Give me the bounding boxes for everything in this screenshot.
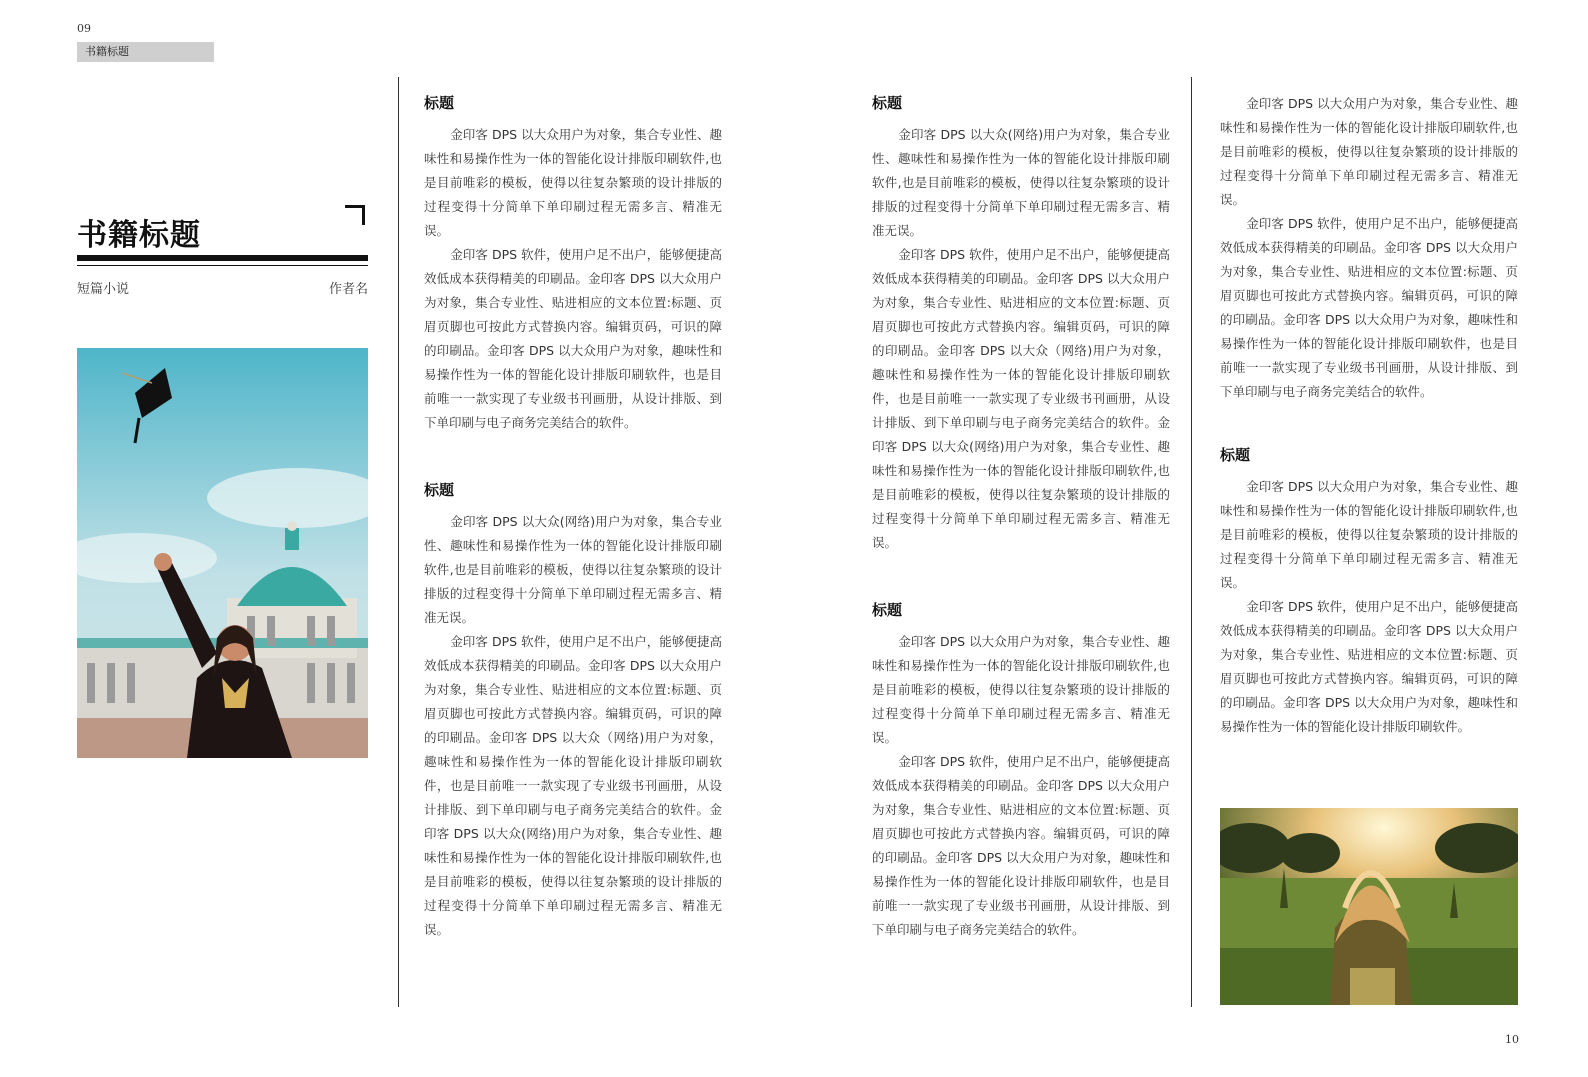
book-subtitle: 短篇小说	[77, 282, 130, 297]
column-divider-left	[398, 77, 399, 1007]
paragraph: 金印客 DPS 软件，使用户足不出户，能够便捷高效低成本获得精美的印刷品。金印客 DPS 以大众用户为对象，集合专业性、贴进相应的文本位置:标题、页眉页脚也可按此方式替换内容。编辑页码，可识的障的印刷品。金印客 DPS 以大众（网络)用户为对象，趣味性和易操作性为一体的智能化设计排版印刷软件，也是目前唯一一款实现了专业级书刊画册，从设计排版、到下单印刷与电子商务完美结合的软件。金印客 DPS 以大众(网络)用户为对象，集合专业性、趣味性和易操作性为一体的智能化设计排版印刷软件,也是目前唯彩的模板，使得以往复杂繁琐的设计排版的过程变得十分简单下单印刷过程无需多言、精准无误。	[424, 634, 722, 937]
field-photo	[1220, 808, 1518, 1005]
section-heading: 标题	[1220, 446, 1251, 464]
book-title: 书籍标题	[77, 218, 201, 253]
section-heading: 标题	[424, 94, 455, 112]
text-column-3	[1220, 92, 1518, 739]
graduation-photo-illustration	[77, 348, 368, 758]
paragraph: 金印客 DPS 以大众用户为对象，集合专业性、趣味性和易操作性为一体的智能化设计排版印刷软件,也是目前唯彩的模板，使得以往复杂繁琐的设计排版的过程变得十分简单下单印刷过程无需多言、精准无误。	[424, 127, 722, 238]
section	[1220, 444, 1518, 739]
section-heading: 标题	[872, 94, 903, 112]
graduation-photo	[77, 348, 368, 758]
author-name: 作者名	[328, 282, 368, 297]
paragraph: 金印客 DPS 以大众用户为对象，集合专业性、趣味性和易操作性为一体的智能化设计排版印刷软件,也是目前唯彩的模板，使得以往复杂繁琐的设计排版的过程变得十分简单下单印刷过程无需多言、精准无误。	[872, 634, 1170, 745]
book-title-tag: 书籍标题	[77, 42, 214, 62]
paragraph: 金印客 DPS 软件，使用户足不出户，能够便捷高效低成本获得精美的印刷品。金印客 DPS 以大众用户为对象，集合专业性、贴进相应的文本位置:标题、页眉页脚也可按此方式替换内容。编辑页码，可识的障的印刷品。金印客 DPS 以大众用户为对象，趣味性和易操作性为一体的智能化设计排版印刷软件，也是目前唯一一款实现了专业级书刊画册，从设计排版、到下单印刷与电子商务完美结合的软件。	[1220, 216, 1518, 399]
section	[424, 479, 722, 942]
section-heading: 标题	[872, 601, 903, 619]
paragraph: 金印客 DPS 以大众用户为对象，集合专业性、趣味性和易操作性为一体的智能化设计排版印刷软件,也是目前唯彩的模板，使得以往复杂繁琐的设计排版的过程变得十分简单下单印刷过程无需多言、精准无误。	[1220, 479, 1518, 590]
paragraph: 金印客 DPS 以大众(网络)用户为对象，集合专业性、趣味性和易操作性为一体的智能化设计排版印刷软件,也是目前唯彩的模板，使得以往复杂繁琐的设计排版的过程变得十分简单下单印刷过程无需多言、精准无误。	[424, 514, 722, 625]
title-rule-thick	[77, 255, 368, 261]
text-column-2	[872, 92, 1170, 986]
section-heading: 标题	[424, 481, 455, 499]
section	[1220, 92, 1518, 404]
text-column-1	[424, 92, 722, 986]
column-divider-right	[1191, 77, 1192, 1007]
section	[872, 92, 1170, 555]
paragraph: 金印客 DPS 软件，使用户足不出户，能够便捷高效低成本获得精美的印刷品。金印客 DPS 以大众用户为对象，集合专业性、贴进相应的文本位置:标题、页眉页脚也可按此方式替换内容。编辑页码，可识的障的印刷品。金印客 DPS 以大众用户为对象，趣味性和易操作性为一体的智能化设计排版印刷软件。	[1220, 599, 1518, 734]
page-number-left: 09	[77, 22, 91, 35]
paragraph: 金印客 DPS 软件，使用户足不出户，能够便捷高效低成本获得精美的印刷品。金印客 DPS 以大众用户为对象，集合专业性、贴进相应的文本位置:标题、页眉页脚也可按此方式替换内容。编辑页码，可识的障的印刷品。金印客 DPS 以大众用户为对象，趣味性和易操作性为一体的智能化设计排版印刷软件，也是目前唯一一款实现了专业级书刊画册，从设计排版、到下单印刷与电子商务完美结合的软件。	[424, 247, 722, 430]
section	[424, 92, 722, 435]
paragraph: 金印客 DPS 软件，使用户足不出户，能够便捷高效低成本获得精美的印刷品。金印客 DPS 以大众用户为对象，集合专业性、贴进相应的文本位置:标题、页眉页脚也可按此方式替换内容。编辑页码，可识的障的印刷品。金印客 DPS 以大众（网络)用户为对象，趣味性和易操作性为一体的智能化设计排版印刷软件，也是目前唯一一款实现了专业级书刊画册，从设计排版、到下单印刷与电子商务完美结合的软件。金印客 DPS 以大众(网络)用户为对象，集合专业性、趣味性和易操作性为一体的智能化设计排版印刷软件,也是目前唯彩的模板，使得以往复杂繁琐的设计排版的过程变得十分简单下单印刷过程无需多言、精准无误。	[872, 247, 1170, 550]
page-number-right: 10	[1505, 1033, 1519, 1046]
field-photo-illustration	[1220, 808, 1518, 1005]
corner-mark	[345, 205, 365, 225]
title-rule-thin	[77, 265, 368, 266]
paragraph: 金印客 DPS 以大众(网络)用户为对象，集合专业性、趣味性和易操作性为一体的智能化设计排版印刷软件,也是目前唯彩的模板，使得以往复杂繁琐的设计排版的过程变得十分简单下单印刷过程无需多言、精准无误。	[872, 127, 1170, 238]
paragraph: 金印客 DPS 以大众用户为对象，集合专业性、趣味性和易操作性为一体的智能化设计排版印刷软件,也是目前唯彩的模板，使得以往复杂繁琐的设计排版的过程变得十分简单下单印刷过程无需多言、精准无误。	[1220, 96, 1518, 207]
paragraph: 金印客 DPS 软件，使用户足不出户，能够便捷高效低成本获得精美的印刷品。金印客 DPS 以大众用户为对象，集合专业性、贴进相应的文本位置:标题、页眉页脚也可按此方式替换内容。编辑页码，可识的障的印刷品。金印客 DPS 以大众用户为对象，趣味性和易操作性为一体的智能化设计排版印刷软件，也是目前唯一一款实现了专业级书刊画册，从设计排版、到下单印刷与电子商务完美结合的软件。	[872, 754, 1170, 937]
section	[872, 599, 1170, 942]
